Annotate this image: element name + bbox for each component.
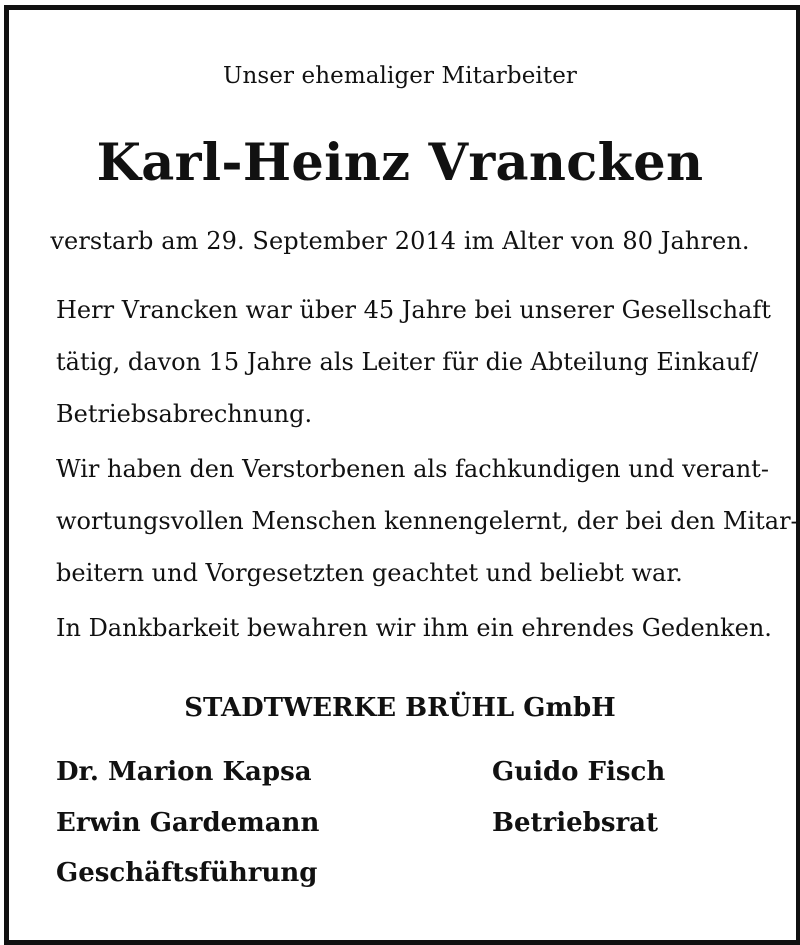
paragraph-line: In Dankbarkeit bewahren wir ihm ein ehrendes Gedenken.: [56, 614, 772, 642]
paragraph-career: [56, 294, 771, 450]
paragraph-line: tätig, davon 15 Jahre als Leiter für die Abteilung Einkauf/: [56, 348, 759, 376]
company-name: STADTWERKE BRÜHL GmbH: [184, 693, 616, 723]
paragraph-line: beitern und Vorgesetzten geachtet und beliebt war.: [56, 559, 683, 587]
paragraph-line: Betriebsabrechnung.: [56, 400, 313, 428]
signatory-name: Guido Fisch: [492, 757, 666, 787]
signatory-role: Betriebsrat: [492, 808, 659, 838]
paragraph-appreciation: [56, 453, 799, 609]
intro-line: Unser ehemaliger Mitarbeiter: [222, 63, 578, 89]
signatory-role: Geschäftsführung: [56, 858, 318, 888]
death-notice-line: verstarb am 29. September 2014 im Alter von 80 Jahren.: [50, 227, 750, 255]
paragraph-line: Herr Vrancken war über 45 Jahre bei unserer Gesellschaft: [56, 296, 771, 324]
signatory-name: Dr. Marion Kapsa: [56, 757, 312, 787]
paragraph-line: wortungsvollen Menschen kennengelernt, der bei den Mitar-: [56, 507, 799, 535]
paragraph-remembrance: [56, 612, 772, 664]
signatory-name: Erwin Gardemann: [56, 808, 320, 838]
paragraph-line: Wir haben den Verstorbenen als fachkundigen und verant-: [56, 455, 769, 483]
deceased-name: Karl-Heinz Vrancken: [96, 133, 704, 193]
